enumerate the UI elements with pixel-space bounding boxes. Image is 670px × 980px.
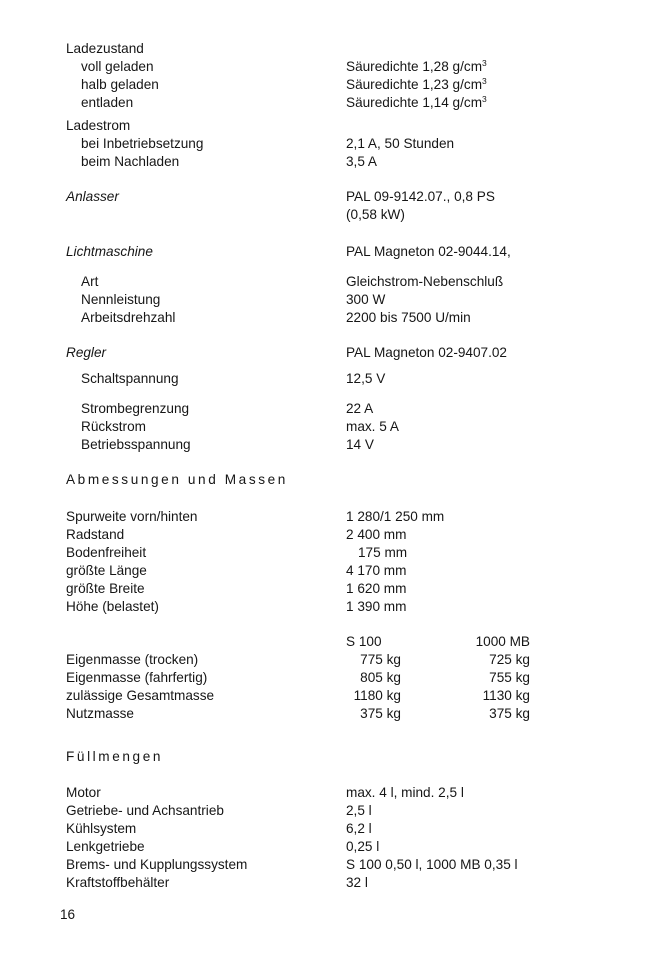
- getriebe-label: Getriebe- und Achsantrieb: [66, 803, 224, 818]
- eigenmasse-trocken-s100: 775 kg: [360, 652, 401, 667]
- entladen-label: entladen: [81, 95, 134, 110]
- voll-geladen-value: Säuredichte 1,28 $g/cm^3$: [346, 58, 487, 74]
- halb-geladen-value: Säuredichte 1,23 $g/cm^3$: [346, 76, 487, 92]
- regler-value: PAL Magneton 02-9407.02: [346, 345, 507, 360]
- nutzmasse-s100: 375 kg: [360, 706, 401, 721]
- nennleistung-value: 300 W: [346, 292, 386, 307]
- art-value: Gleichstrom-Nebenschluß: [346, 274, 504, 289]
- nennleistung-label: Nennleistung: [81, 292, 161, 307]
- radstand-value: 2 400 mm: [346, 527, 407, 542]
- motor-value: max. 4 l, mind. 2,5 l: [346, 785, 464, 800]
- inbetriebsetzung-value: 2,1 A, 50 Stunden: [346, 136, 455, 151]
- art-label: Art: [81, 274, 99, 289]
- motor-label: Motor: [66, 785, 101, 800]
- strombegrenzung-label: Strombegrenzung: [81, 401, 190, 416]
- bodenfreiheit-value: 175 mm: [358, 545, 408, 560]
- mb1000-column-header: 1000 MB: [475, 634, 530, 649]
- getriebe-value: 2,5 l: [346, 803, 372, 818]
- arbeitsdrehzahl-label: Arbeitsdrehzahl: [81, 310, 176, 325]
- nachladen-value: 3,5 A: [346, 154, 377, 169]
- regler-title: Regler: [66, 345, 107, 360]
- kraftstoffbehaelter-label: Kraftstoffbehälter: [66, 875, 170, 890]
- groesste-laenge-value: 4 170 mm: [346, 563, 407, 578]
- nutzmasse-label: Nutzmasse: [66, 706, 134, 721]
- gesamtmasse-label: zulässige Gesamtmasse: [66, 688, 215, 703]
- arbeitsdrehzahl-value: 2200 bis 7500 U/min: [346, 310, 471, 325]
- s100-column-header: S 100: [346, 634, 382, 649]
- betriebsspannung-value: 14 V: [346, 437, 374, 452]
- gesamtmasse-s100: 1180 kg: [353, 688, 401, 703]
- groesste-breite-value: 1 620 mm: [346, 581, 407, 596]
- radstand-label: Radstand: [66, 527, 125, 542]
- hoehe-label: Höhe (belastet): [66, 599, 159, 614]
- nachladen-label: beim Nachladen: [81, 154, 180, 169]
- kuehlsystem-label: Kühlsystem: [66, 821, 137, 836]
- spurweite-label: Spurweite vorn/hinten: [66, 509, 198, 524]
- ladestrom-title: Ladestrom: [66, 118, 131, 133]
- eigenmasse-fahrfertig-s100: 805 kg: [360, 670, 401, 685]
- hoehe-value: 1 390 mm: [346, 599, 407, 614]
- nutzmasse-mb1000: 375 kg: [489, 706, 530, 721]
- lichtmaschine-title: Lichtmaschine: [66, 244, 153, 259]
- anlasser-title: Anlasser: [66, 189, 119, 204]
- abmessungen-heading: Abmessungen und Massen: [66, 472, 288, 487]
- strombegrenzung-value: 22 A: [346, 401, 374, 416]
- rueckstrom-label: Rückstrom: [81, 419, 146, 434]
- eigenmasse-fahrfertig-label: Eigenmasse (fahrfertig): [66, 670, 208, 685]
- eigenmasse-trocken-mb1000: 725 kg: [489, 652, 530, 667]
- betriebsspannung-label: Betriebsspannung: [81, 437, 191, 452]
- groesste-breite-label: größte Breite: [66, 581, 145, 596]
- gesamtmasse-mb1000: 1130 kg: [482, 688, 530, 703]
- eigenmasse-fahrfertig-mb1000: 755 kg: [489, 670, 530, 685]
- kuehlsystem-value: 6,2 l: [346, 821, 372, 836]
- lenkgetriebe-label: Lenkgetriebe: [66, 839, 145, 854]
- halb-geladen-label: halb geladen: [81, 77, 159, 92]
- bremssystem-label: Brems- und Kupplungssystem: [66, 857, 248, 872]
- anlasser-value-line1: PAL 09-9142.07., 0,8 PS: [346, 189, 495, 204]
- fuellmengen-heading: Füllmengen: [66, 749, 164, 764]
- eigenmasse-trocken-label: Eigenmasse (trocken): [66, 652, 199, 667]
- lichtmaschine-value: PAL Magneton 02-9044.14,: [346, 244, 511, 259]
- spurweite-value: 1 280/1 250 mm: [346, 509, 445, 524]
- lenkgetriebe-value: 0,25 l: [346, 839, 380, 854]
- voll-geladen-label: voll geladen: [81, 59, 154, 74]
- ladezustand-title: Ladezustand: [66, 41, 144, 56]
- schaltspannung-value: 12,5 V: [346, 371, 386, 386]
- bremssystem-value: S 100 0,50 l, 1000 MB 0,35 l: [346, 857, 518, 872]
- rueckstrom-value: max. 5 A: [346, 419, 399, 434]
- inbetriebsetzung-label: bei Inbetriebsetzung: [81, 136, 204, 151]
- groesste-laenge-label: größte Länge: [66, 563, 147, 578]
- kraftstoffbehaelter-value: 32 l: [346, 875, 368, 890]
- schaltspannung-label: Schaltspannung: [81, 371, 179, 386]
- bodenfreiheit-label: Bodenfreiheit: [66, 545, 147, 560]
- page-number: 16: [60, 907, 76, 922]
- entladen-value: Säuredichte 1,14 $g/cm^3$: [346, 94, 487, 110]
- anlasser-value-line2: (0,58 kW): [346, 207, 405, 222]
